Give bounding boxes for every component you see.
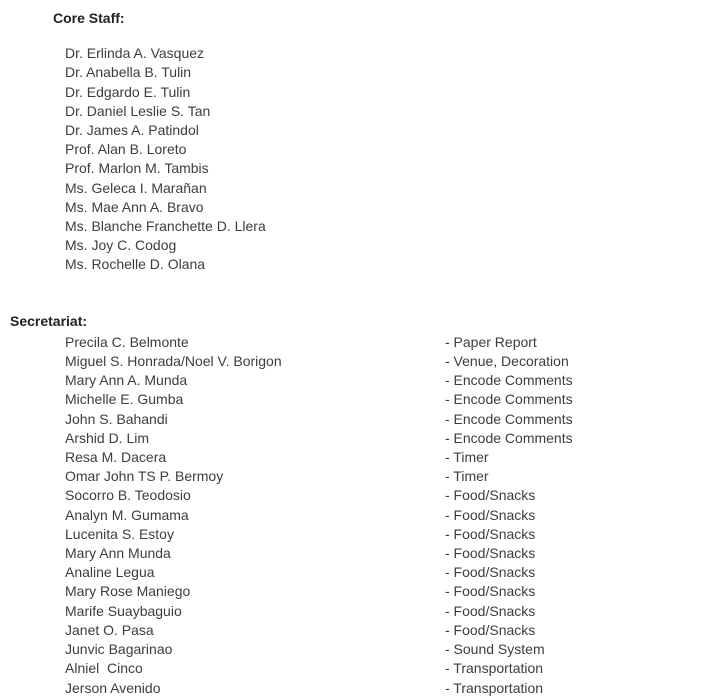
secretariat-member-role: - Food/Snacks <box>445 583 536 600</box>
core-staff-member-name: Ms. Geleca I. Marañan <box>65 179 207 196</box>
core-staff-heading: Core Staff: <box>53 10 125 26</box>
secretariat-member-name: Mary Rose Maniego <box>65 583 191 600</box>
secretariat-member-name: Socorro B. Teodosio <box>65 487 191 504</box>
secretariat-row <box>0 525 719 544</box>
core-staff-member-name: Dr. Anabella B. Tulin <box>65 64 192 81</box>
secretariat-member-role: - Food/Snacks <box>445 487 536 504</box>
secretariat-member-role: - Food/Snacks <box>445 525 536 542</box>
secretariat-heading: Secretariat: <box>10 312 88 329</box>
secretariat-member-name: Lucenita S. Estoy <box>65 525 174 542</box>
secretariat-member-role: - Food/Snacks <box>445 506 536 523</box>
core-staff-member-name: Ms. Rochelle D. Olana <box>65 256 206 273</box>
secretariat-member-role: - Food/Snacks <box>445 602 536 619</box>
secretariat-member-role: - Encode Comments <box>445 372 573 389</box>
secretariat-row <box>0 333 719 352</box>
secretariat-row <box>0 602 719 621</box>
secretariat-member-name: John S. Bahandi <box>65 410 168 427</box>
secretariat-member-name: Analine Legua <box>65 564 155 581</box>
core-staff-member-name: Ms. Blanche Franchette D. Llera <box>65 218 266 235</box>
secretariat-row <box>0 544 719 563</box>
secretariat-member-role: - Food/Snacks <box>445 545 536 562</box>
secretariat-member-role: - Transportation <box>445 679 544 696</box>
secretariat-member-name: Analyn M. Gumama <box>65 506 189 523</box>
core-staff-member-name: Dr. Erlinda A. Vasquez <box>65 45 205 62</box>
secretariat-member-role: - Venue, Decoration <box>445 353 569 370</box>
secretariat-member-name: Arshid D. Lim <box>65 429 150 446</box>
secretariat-member-name: Junvic Bagarinao <box>65 641 173 658</box>
secretariat-list <box>0 333 719 698</box>
secretariat-row <box>0 371 719 390</box>
secretariat-member-role: - Food/Snacks <box>445 621 536 638</box>
secretariat-member-role: - Encode Comments <box>445 410 573 427</box>
secretariat-member-role: - Encode Comments <box>445 391 573 408</box>
core-staff-member-name: Prof. Marlon M. Tambis <box>65 160 209 177</box>
secretariat-row <box>0 352 719 371</box>
secretariat-member-name: Alniel Cinco <box>65 660 143 677</box>
secretariat-member-name: Mary Ann Munda <box>65 545 171 562</box>
secretariat-row <box>0 582 719 601</box>
secretariat-member-name: Michelle E. Gumba <box>65 391 184 408</box>
secretariat-member-role: - Encode Comments <box>445 429 573 446</box>
secretariat-row <box>0 390 719 409</box>
core-staff-member-name: Dr. Daniel Leslie S. Tan <box>65 102 211 119</box>
secretariat-member-name: Omar John TS P. Bermoy <box>65 468 224 485</box>
secretariat-row <box>0 506 719 525</box>
secretariat-member-role: - Sound System <box>445 641 545 658</box>
core-staff-member-name: Dr. Edgardo E. Tulin <box>65 83 191 100</box>
secretariat-member-name: Miguel S. Honrada/Noel V. Borigon <box>65 353 282 370</box>
core-staff-member-name: Prof. Alan B. Loreto <box>65 141 187 158</box>
secretariat-member-name: Janet O. Pasa <box>65 621 154 638</box>
secretariat-member-role: - Transportation <box>445 660 544 677</box>
secretariat-member-name: Resa M. Dacera <box>65 449 167 466</box>
secretariat-member-role: - Paper Report <box>445 333 537 350</box>
secretariat-member-role: - Timer <box>445 449 489 466</box>
secretariat-row <box>0 621 719 640</box>
secretariat-member-name: Marife Suaybaguio <box>65 602 182 619</box>
secretariat-member-role: - Food/Snacks <box>445 564 536 581</box>
secretariat-row <box>0 486 719 505</box>
secretariat-member-name: Precila C. Belmonte <box>65 333 189 350</box>
secretariat-row <box>0 467 719 486</box>
secretariat-row <box>0 429 719 448</box>
secretariat-row <box>0 659 719 678</box>
secretariat-member-name: Mary Ann A. Munda <box>65 372 188 389</box>
secretariat-row <box>0 640 719 659</box>
secretariat-row <box>0 448 719 467</box>
secretariat-row <box>0 679 719 698</box>
secretariat-row <box>0 410 719 429</box>
core-staff-member-name: Dr. James A. Patindol <box>65 122 199 139</box>
secretariat-row <box>0 563 719 582</box>
secretariat-member-role: - Timer <box>445 468 489 485</box>
core-staff-list <box>65 44 719 274</box>
secretariat-member-name: Jerson Avenido <box>65 679 161 696</box>
core-staff-member-name: Ms. Joy C. Codog <box>65 237 177 254</box>
core-staff-member-name: Ms. Mae Ann A. Bravo <box>65 198 204 215</box>
